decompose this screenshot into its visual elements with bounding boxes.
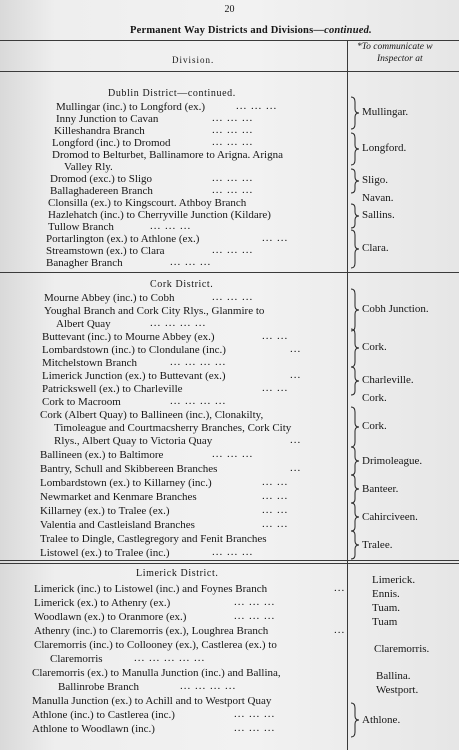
group-brace — [350, 203, 360, 229]
row-leader-dots: ... — [290, 369, 302, 381]
table-row — [0, 505, 352, 518]
group-brace — [350, 366, 360, 396]
row-leader-dots: ... ... — [262, 518, 289, 530]
row-text: Lombardstown (ex.) to Killarney (inc.) — [40, 477, 212, 489]
table-row — [0, 463, 352, 476]
row-text: Claremorris (ex.) to Manulla Junction (inc.) and Ballina, — [32, 667, 281, 679]
inspector-label: Banteer. — [362, 483, 399, 495]
row-leader-dots: ... ... ... — [212, 136, 254, 148]
table-row — [0, 292, 352, 305]
row-text: Dromod to Belturbet, Ballinamore to Arigna. Arigna — [52, 149, 283, 161]
row-leader-dots: ... ... ... — [212, 124, 254, 136]
row-text: Athenry (inc.) to Claremorris (ex.), Loughrea Branch — [34, 625, 269, 637]
row-text: Woodlawn (ex.) to Oranmore (ex.) — [34, 611, 187, 623]
group-brace — [350, 702, 360, 738]
row-leader-dots: ... ... ... — [234, 708, 276, 720]
row-text: Newmarket and Kenmare Branches — [40, 491, 197, 503]
table-row — [0, 625, 352, 638]
row-text: Athlone to Woodlawn (inc.) — [32, 723, 155, 735]
table-row — [0, 491, 352, 504]
row-text: Clonsilla (ex.) to Kingscourt. Athboy Branch — [48, 197, 247, 209]
section-rule — [0, 560, 459, 561]
row-leader-dots: ... — [334, 582, 346, 594]
table-row — [0, 681, 352, 694]
section-title-limerick: Limerick District. — [136, 568, 219, 579]
inspector-label: Drimoleague. — [362, 455, 423, 467]
row-text: Valley Rly. — [64, 161, 113, 173]
row-leader-dots: ... ... ... — [212, 448, 254, 460]
inspector-label: Longford. — [362, 142, 407, 154]
row-text: Timoleague and Courtmacsherry Branches, Cork City — [54, 422, 292, 434]
table-row — [0, 597, 352, 610]
inspector-header-line1: *To communicate w — [357, 42, 433, 52]
row-leader-dots: ... ... ... — [212, 244, 254, 256]
row-text: Ballineen (ex.) to Baltimore — [40, 449, 164, 461]
brace-shape — [350, 328, 360, 368]
row-leader-dots: ... ... ... — [212, 184, 254, 196]
inspector-label: Sallins. — [362, 209, 395, 221]
row-text: Mourne Abbey (inc.) to Cobh — [44, 292, 175, 304]
row-text: Rlys., Albert Quay to Victoria Quay — [54, 435, 213, 447]
section-rule — [0, 563, 459, 564]
table-row — [0, 667, 352, 680]
page-title — [130, 25, 372, 36]
row-text: Mitchelstown Branch — [42, 357, 138, 369]
brace-shape — [350, 502, 360, 532]
row-leader-dots: ... ... ... ... — [170, 356, 227, 368]
row-leader-dots: ... — [290, 462, 302, 474]
table-row — [0, 318, 352, 331]
table-row — [0, 396, 352, 409]
table-row — [0, 519, 352, 532]
inspector-label: Athlone. — [362, 714, 401, 726]
table-row — [0, 547, 352, 560]
row-text: Killeshandra Branch — [54, 125, 145, 137]
row-text: Valentia and Castleisland Branches — [40, 519, 195, 531]
row-text: Cork (Albert Quay) to Ballineen (inc.), Clonakilty, — [40, 409, 264, 421]
row-text: Inny Junction to Cavan — [56, 113, 159, 125]
page-number: 20 — [224, 4, 235, 15]
table-row — [0, 611, 352, 624]
group-brace — [350, 406, 360, 448]
row-text: Bantry, Schull and Skibbereen Branches — [40, 463, 218, 475]
row-leader-dots: ... ... — [262, 476, 289, 488]
row-leader-dots: ... ... — [262, 232, 289, 244]
row-text: Banagher Branch — [46, 257, 123, 269]
group-brace — [350, 132, 360, 166]
row-leader-dots: ... — [290, 343, 302, 355]
inspector-label: Ballina. — [376, 670, 411, 682]
group-brace — [350, 530, 360, 560]
brace-shape — [350, 474, 360, 504]
row-text: Portarlington (ex.) to Athlone (ex.) — [46, 233, 200, 245]
table-row — [0, 477, 352, 490]
brace-shape — [350, 203, 360, 229]
inspector-label: Clara. — [362, 242, 389, 254]
table-row — [0, 257, 352, 270]
row-text: Tralee to Dingle, Castlegregory and Fenit Branches — [40, 533, 267, 545]
inspector-label: Tralee. — [362, 539, 393, 551]
row-text: Manulla Junction (ex.) to Achill and to Westport Quay — [32, 695, 272, 707]
brace-shape — [350, 446, 360, 476]
group-brace — [350, 502, 360, 532]
table-row — [0, 533, 352, 546]
inspector-label: Navan. — [362, 192, 394, 204]
inspector-label: Claremorris. — [374, 643, 430, 655]
row-leader-dots: ... ... ... ... — [170, 395, 227, 407]
row-text: Claremorris — [50, 653, 103, 665]
inspector-label: Tuam — [372, 616, 398, 628]
row-text: Longford (inc.) to Dromod — [52, 137, 171, 149]
row-leader-dots: ... ... — [262, 490, 289, 502]
row-text: Ballinrobe Branch — [58, 681, 139, 693]
inspector-label: Mullingar. — [362, 106, 409, 118]
row-text: Albert Quay — [56, 318, 111, 330]
brace-shape — [350, 132, 360, 166]
row-leader-dots: ... — [334, 624, 346, 636]
row-leader-dots: ... ... ... — [150, 220, 192, 232]
inspector-label: Cork. — [362, 341, 387, 353]
table-row — [0, 695, 352, 708]
inspector-label: Limerick. — [372, 574, 416, 586]
row-leader-dots: ... ... ... — [234, 722, 276, 734]
inspector-label: Charleville. — [362, 374, 414, 386]
row-text: Patrickswell (ex.) to Charleville — [42, 383, 183, 395]
table-row — [0, 449, 352, 462]
inspector-label: Cork. — [362, 420, 387, 432]
row-leader-dots: ... ... ... — [234, 596, 276, 608]
group-brace — [350, 474, 360, 504]
inspector-label: Tuam. — [372, 602, 401, 614]
row-leader-dots: ... ... ... — [170, 256, 212, 268]
table-row — [0, 409, 352, 422]
brace-shape — [350, 229, 360, 269]
row-text: Streamstown (ex.) to Clara — [46, 245, 165, 257]
row-leader-dots: ... ... ... — [234, 610, 276, 622]
group-brace — [350, 96, 360, 130]
table-row — [0, 435, 352, 448]
page-title-main: Permanent Way Districts and Divisions— — [130, 25, 325, 36]
brace-shape — [350, 406, 360, 448]
brace-shape — [350, 530, 360, 560]
group-brace — [350, 328, 360, 368]
row-text: Hazlehatch (inc.) to Cherryville Junction (Kildare) — [48, 209, 271, 221]
row-leader-dots: ... ... — [262, 504, 289, 516]
row-leader-dots: ... ... — [262, 330, 289, 342]
brace-shape — [350, 168, 360, 194]
brace-shape — [350, 96, 360, 130]
row-text: Cork to Macroom — [42, 396, 121, 408]
row-leader-dots: ... ... ... ... — [180, 680, 237, 692]
row-text: Limerick (inc.) to Listowel (inc.) and Foynes Branch — [34, 583, 268, 595]
inspector-label: Cork. — [362, 392, 387, 404]
table-row — [0, 583, 352, 596]
row-text: Listowel (ex.) to Tralee (inc.) — [40, 547, 170, 559]
row-leader-dots: ... — [290, 434, 302, 446]
inspector-label: Ennis. — [372, 588, 400, 600]
row-text: Mullingar (inc.) to Longford (ex.) — [56, 101, 206, 113]
inspector-label: Cahirciveen. — [362, 511, 418, 523]
row-text: Limerick (ex.) to Athenry (ex.) — [34, 597, 171, 609]
row-text: Athlone (inc.) to Castlerea (inc.) — [32, 709, 175, 721]
group-brace — [350, 229, 360, 269]
row-text: Buttevant (inc.) to Mourne Abbey (ex.) — [42, 331, 215, 343]
brace-shape — [350, 288, 360, 332]
group-brace — [350, 168, 360, 194]
page-title-continued: continued. — [324, 25, 372, 36]
brace-shape — [350, 366, 360, 396]
inspector-label: Westport. — [376, 684, 419, 696]
section-title-cork: Cork District. — [150, 279, 214, 290]
row-leader-dots: ... ... ... ... ... — [134, 652, 206, 664]
row-text: Lombardstown (inc.) to Clondulane (inc.) — [42, 344, 226, 356]
table-row — [0, 723, 352, 736]
brace-shape — [350, 702, 360, 738]
row-text: Youghal Branch and Cork City Rlys., Glanmire to — [44, 305, 265, 317]
row-text: Limerick Junction (ex.) to Buttevant (ex.) — [42, 370, 226, 382]
table-row — [0, 639, 352, 652]
division-column-header: Division. — [172, 55, 215, 65]
row-text: Claremorris (inc.) to Collooney (ex.), Castlerea (ex.) to — [34, 639, 277, 651]
row-leader-dots: ... ... ... — [212, 172, 254, 184]
section-rule — [0, 272, 459, 273]
header-bottom-rule — [0, 71, 459, 72]
inspector-header-line2: Inspector at — [377, 54, 423, 64]
table-row — [0, 370, 352, 383]
group-brace — [350, 446, 360, 476]
row-text: Ballaghadereen Branch — [50, 185, 153, 197]
table-row — [0, 653, 352, 666]
row-leader-dots: ... ... ... ... — [150, 317, 207, 329]
group-brace — [350, 288, 360, 332]
inspector-column-header — [357, 41, 459, 65]
row-leader-dots: ... ... — [262, 382, 289, 394]
row-leader-dots: ... ... ... — [236, 100, 278, 112]
section-title-dublin: Dublin District—continued. — [108, 88, 236, 99]
row-text: Killarney (ex.) to Tralee (ex.) — [40, 505, 170, 517]
inspector-label: Cobh Junction. — [362, 303, 429, 315]
row-leader-dots: ... ... ... — [212, 291, 254, 303]
row-leader-dots: ... ... ... — [212, 546, 254, 558]
row-leader-dots: ... ... ... — [212, 112, 254, 124]
row-text: Tullow Branch — [48, 221, 114, 233]
row-text: Dromod (exc.) to Sligo — [50, 173, 153, 185]
inspector-label: Sligo. — [362, 174, 388, 186]
table-row — [0, 709, 352, 722]
